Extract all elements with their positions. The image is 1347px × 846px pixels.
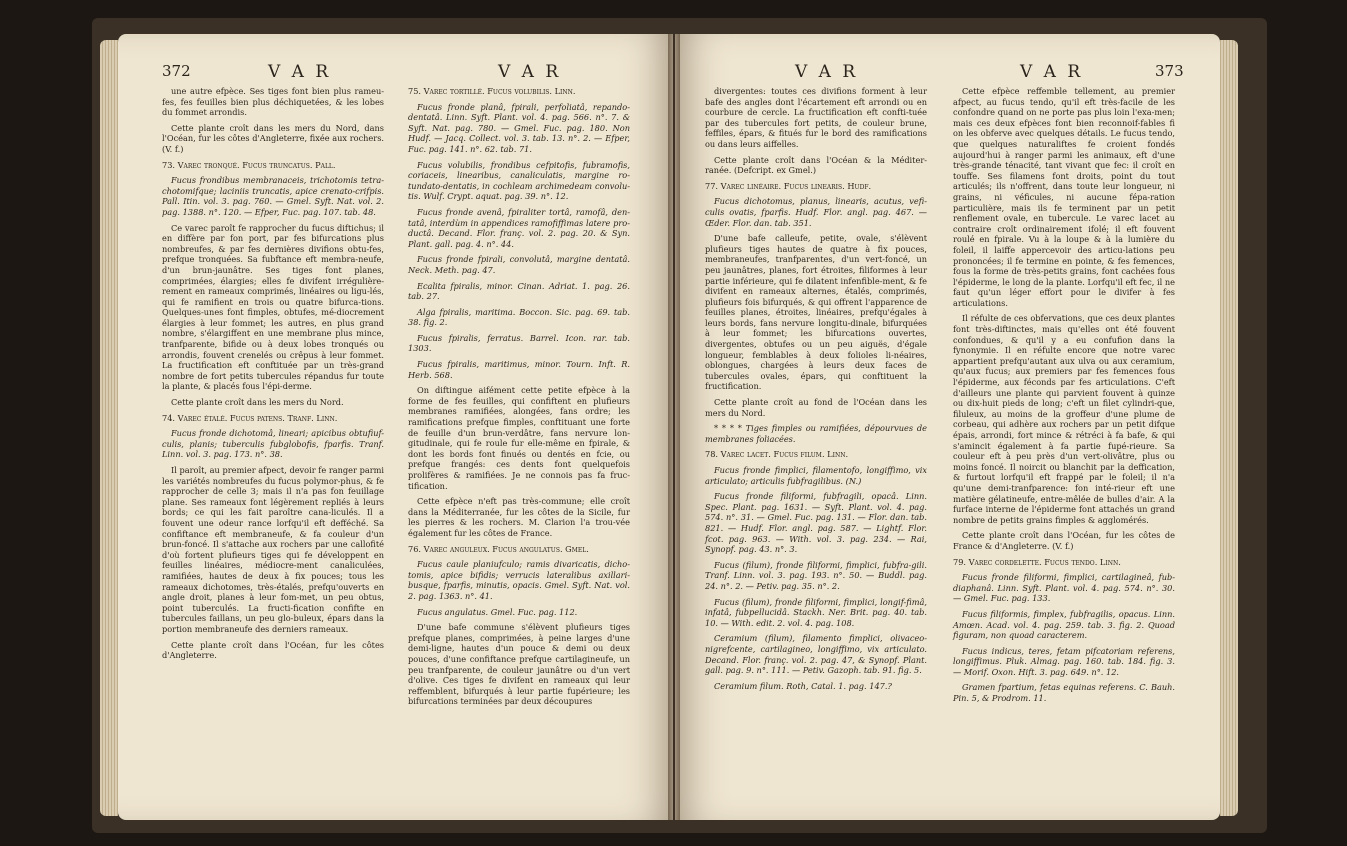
right-header-left: V A R: [795, 62, 859, 82]
body-paragraph: Cette plante croît dans l'Océan, fur les côtes de France & d'Angleterre. (V. f.): [953, 530, 1175, 551]
page-edges-left: [100, 40, 118, 816]
left-running-head: [118, 62, 673, 88]
synonym-paragraph: Fucus filiformis, fimplex, fubfragilis, opacus. Linn. Amœn. Acad. vol. 4. pag. 259. tab. 3. fig. 2. Quoad figuram, non quoad caracterem.: [953, 608, 1175, 641]
synonym-paragraph: Fucus (filum), fronde filiformi, fimplici, longif-fimâ, infatâ, fubpellucidâ. Stackh. Ner. Brit. pag. 40. tab. 10. — With. edit. 2. vol. 4. pag. 108.: [705, 596, 927, 628]
species-entry-heading: 73. Varec tronqué. Fucus truncatus. Pall.: [162, 159, 336, 170]
synonym-paragraph: Alga fpiralis, maritima. Boccon. Sic. pag. 69. tab. 38. fig. 2.: [408, 306, 630, 328]
right-page: [675, 34, 1220, 820]
synonym-paragraph: Fucus dichotomus, planus, linearis, acutus, vefi-culis ovatis, fparfis. Hudf. Flor. angl. pag. 467. — Œder. Flor. dan. tab. 351.: [705, 196, 927, 228]
body-paragraph: D'une bafe commune s'élèvent plufieurs tiges prefque planes, comprimées, à peine larges d'une demi-ligne, hautes d'un pouce & demi ou deux pouces, d'une confiftance prefque cartilagineufe, un peu tranfparente, de couleur jaunâtre ou d'un vert d'olive. Ces tiges fe divifent en rameaux qui leur reffemblent, bifurqués à leur partie fupérieure; les bifurcations terminées par deux découpures: [408, 622, 630, 707]
left-column-2: [408, 86, 630, 712]
synonym-paragraph: Fucus (filum), fronde filiformi, fimplici, fubfra-gili. Tranf. Linn. vol. 3. pag. 193. n°. 50. — Buddl. pag. 24. n°. 2. — Petiv. pag. 35. n°. 2.: [705, 559, 927, 591]
synonym-paragraph: Fucus indicus, teres, fetam pifcatoriam referens, longiffimus. Pluk. Almag. pag. 160. tab. 184. fig. 3. — Morif. Oxon. Hift. 3. pag. 649. n°. 12.: [953, 645, 1175, 677]
synonym-paragraph: Fucus fpiralis, ferratus. Barrel. Icon. rar. tab. 1303.: [408, 332, 630, 354]
species-entry-heading: 76. Varec anguleux. Fucus angulatus. Gmel.: [408, 543, 589, 554]
synonym-paragraph: Ceramium (filum), filamento fimplici, olivaceo-nigrefcente, cartilagineo, longiffimo, vix articulato. Decand. Flor. franç. vol. 2. pag. 47, & Synopf. Plant. gall. pag. 9. n°. 111. — Petiv. Gazoph. tab. 91. fig. 5.: [705, 633, 927, 676]
synonym-paragraph: Fucus fronde avenâ, fpiraliter tortâ, ramofâ, den-tatâ, interdùm in appendices ramofiffimas latere pro-ductâ. Decand. Flor. franç. vol. 2. pag. 20. & Syn. Plant. gall. pag. 4. n°. 44.: [408, 206, 630, 249]
body-paragraph: Il paroît, au premier afpect, devoir fe ranger parmi les variétés nombreufes du fucus polymor-phus, & fe rapprocher de celle 3; mais il n'a pas fon feuillage plane. Ses rameaux font légèrement repliés à leurs bords; ce qui les fait paroître cana-liculés. Il a fouvent une odeur rance lorfqu'il eft defféché. Sa confiftance eft membraneufe, & fa couleur d'un brun-foncé. Il s'attache aux rochers par une callofité d'où fortent plufieurs tiges qui fe développent en feuilles linéaires, médiocre-ment canaliculées, ramifiées, hautes de deux à fix pouces; tous les rameaux dichotomes, très-étalés, prefqu'ouverts en angle droit, planes à leur fom-met, un peu obtus, point tuberculés. La fructi-fication confifte en tubercules faillans, un peu glo-buleux, épars dans la portion membraneufe des derniers rameaux.: [162, 465, 384, 634]
body-paragraph: une autre efpèce. Ses tiges font bien plus rameu-fes, fes feuilles bien plus déchiquetées, & les lobes du fommet arrondis.: [162, 86, 384, 118]
body-paragraph: Ce varec paroît fe rapprocher du fucus diftichus; il en diffère par fon port, par fes bifurcations plus nombreufes, & par fes dernières divifions obtu-fes, prefque tronquées. Sa fubftance eft membra-neufe, d'un brun-jaunâtre. Ses tiges font planes, comprimées, élargies; elles fe divifent irrégulière-rement en rameaux comprimés, linéaires ou ligu-lés, qui fe ramifient en trois ou quatre bifurca-tions. Quelques-unes font fimples, obtufes, mé-diocrement élargies à leur fommet; les autres, en plus grand nombre, s'élargiffent en une membrane plus mince, tranfparente, bifide ou à deux lobes tronqués ou arrondis, fouvent crenelés ou crêpus à leur fommet. La fructification eft conftituée par un très-grand nombre de fort petits tubercules répandus fur toute la plante, & placés fous l'épi-derme.: [162, 222, 384, 392]
species-entry-heading: 79. Varec cordelette. Fucus tendo. Linn.: [953, 556, 1121, 567]
synonym-paragraph: Fucus angulatus. Gmel. Fuc. pag. 112.: [417, 606, 578, 617]
body-paragraph: Cette efpèce n'eft pas très-commune; elle croît dans la Méditerranée, fur les côtes de la Sicile, fur les pierres & les rochers. M. Clarion l'a trou-vée également fur les côtes de France.: [408, 496, 630, 538]
body-paragraph: Cette plante croît dans les mers du Nord.: [171, 397, 344, 408]
synonym-paragraph: Fucus volubilis, frondibus cefpitofis, fubramofis, coriaceis, linearibus, canaliculatis, margine ro-tundato-dentatis, in cochleam archimedeam convolu-tis. Wulf. Crypt. aquat. pag. 39. n°. 12.: [408, 159, 630, 202]
left-column-1: [162, 86, 384, 666]
left-page-number: 372: [162, 62, 191, 80]
right-page-number: 373: [1155, 62, 1184, 80]
synonym-paragraph: Fucus fronde fpirali, convolutâ, margine dentatâ. Neck. Meth. pag. 47.: [408, 254, 630, 275]
synonym-paragraph: Ceramium filum. Roth, Catal. 1. pag. 147.?: [714, 680, 892, 691]
synonym-paragraph: Fucus fronde dichotomâ, lineari; apicibus obtufiuf-culis, planis; tuberculis fubglobofis, fparfis. Tranf. Linn. vol. 3. pag. 173. n°. 38.: [162, 428, 384, 460]
synonym-paragraph: Fucus fronde filiformi, fimplici, cartilagineâ, fub-diaphanâ. Linn. Syft. Plant. vol. 4. pag. 574. n°. 30. — Gmel. Fuc. pag. 133.: [953, 572, 1175, 604]
body-paragraph: divergentes: toutes ces divifions forment à leur bafe des angles dont l'écartement eft arrondi ou en courbure de cercle. La fructification eft confti-tuée par des tubercules fort petits, de couleur brune, feffiles, épars, & fitués fur le bord des ramifications ou dans leurs aiffelles.: [705, 86, 927, 149]
body-paragraph: Cette plante croît dans l'Océan, fur les côtes d'Angleterre.: [162, 639, 384, 661]
species-entry-heading: 78. Varec lacet. Fucus filum. Linn.: [705, 449, 849, 460]
body-paragraph: On diftingue aifément cette petite efpèce à la forme de fes feuilles, qui confiftent en plufieurs membranes ramifiées, alongées, fans ordre; les ramifications prefque fimples, conftituant une forte de feuille d'un brun-verdâtre, fans nervure lon-gitudinale, qui fe roule fur elle-même en fpirale, & dont les bords font finués ou dentés en fcie, ou prefque frangés: ces dents font quelquefois prolifères & ramifiées. Je ne connois pas fa fruc-tification.: [408, 385, 630, 491]
synonym-paragraph: Fucus frondibus membranaceis, trichotomis tetra-chotomifque; laciniis truncatis, apice crenato-crifpis. Pall. Itin. vol. 3. pag. 760. — Gmel. Syft. Nat. vol. 2. pag. 1388. n°. 120. — Efper, Fuc. pag. 107. tab. 48.: [162, 175, 384, 217]
book-gutter: [668, 34, 680, 820]
page-edges-right: [1220, 40, 1238, 816]
species-entry-heading: 75. Varec tortillé. Fucus volubilis. Linn.: [408, 86, 576, 96]
body-paragraph: Cette plante croît au fond de l'Océan dans les mers du Nord.: [705, 397, 927, 418]
synonym-paragraph: Ecalita fpiralis, minor. Cinan. Adriat. 1. pag. 26. tab. 27.: [408, 280, 630, 302]
body-paragraph: Cette plante croît dans l'Océan & la Méditer-ranée. (Defcript. ex Gmel.): [705, 154, 927, 176]
right-column-2: [953, 86, 1175, 709]
right-running-head: [675, 62, 1220, 88]
body-paragraph: Cette efpèce reffemble tellement, au premier afpect, au fucus tendo, qu'il eft très-facile de les confondre quand on ne porte pas plus loin l'exa-men; mais ces deux efpèces font bien reconnoif-fables fi on les obferve avec quelques détails. Le fucus tendo, que quelques naturaliftes fe croient fondés aujourd'hui à ranger parmi les animaux, eft d'une très-grande ténacité, tant vivant que fec: il croît en touffe. Ses filamens font droits, point du tout articulés; ils n'offrent, dans toute leur longueur, ni grains, ni véficules, ni aucune fépa-ration particulière, mais ils fe terminent par un petit renflement ovale, en tubercule. Le varec lacet au contraire croît ordinairement ifolé; il eft fouvent roulé en fpirale. Vu à la loupe & à la lumière du foleil, il laiffe appercevoir des articu-lations peu prononcées; il fe termine en pointe, & fes femences, fous la forme de très-petits grains, font cachées fous l'épiderme, le long de la plante. Lorfqu'il eft fec, il ne faut qu'un léger effort pour le divifer à fes articulations.: [953, 86, 1175, 308]
synonym-paragraph: Fucus caule planiufculo; ramis divaricatis, dicho-tomis, apice bifidis; verrucis lateralibus axillari-busque, fparfis, minutis, opacis. Gmel. Syft. Nat. vol. 2. pag. 1363. n°. 41.: [408, 559, 630, 601]
synonym-paragraph: Fucus fronde fimplici, filamentofo, longiffimo, vix articulato; articulis fubfragilibus. (N.): [705, 465, 927, 486]
synonym-paragraph: * * * * Tiges fimples ou ramifiées, dépourvues de membranes foliacées.: [705, 423, 927, 444]
left-header-right: V A R: [498, 62, 562, 82]
synonym-paragraph: Fucus fronde filiformi, fubfragili, opacâ. Linn. Spec. Plant. pag. 1631. — Syft. Plant. vol. 4. pag. 574. n°. 31. — Gmel. Fuc. pag. 131. — Flor. dan. tab. 821. — Hudf. Flor. angl. pag. 587. — Lightf. Flor. fcot. pag. 963. — With. vol. 3. pag. 234. — Rai, Synopf. pag. 43. n°. 3.: [705, 491, 927, 555]
synonym-paragraph: Gramen fpartium, fetas equinas referens. C. Bauh. Pin. 5, & Prodrom. 11.: [953, 682, 1175, 704]
species-entry-heading: 77. Varec linéaire. Fucus linearis. Hudf.: [705, 180, 872, 191]
body-paragraph: D'une bafe calleufe, petite, ovale, s'élèvent plufieurs tiges hautes de quatre à fix pouces, membraneufes, tranfparentes, d'un vert-foncé, un peu jaunâtres, planes, fort étroites, filiformes à leur partie inférieure, qui fe dilatent infenfible-ment, & fe divifent en rameaux alternes, étalés, comprimés, plufieurs fois bifurqués, & qui offrent l'apparence de feuilles planes, étroites, linéaires, prefqu'égales à leurs bords, fans nervure longitu-dinale, bifurquées à leur fommet; les bifurcations ouvertes, divergentes, obtufes ou un peu aiguës, d'égale longueur, femblables à deux folioles li-néaires, oblongues, chargées à leurs deux faces de tubercules ovales, épars, qui conftituent la fructification.: [705, 233, 927, 392]
body-paragraph: Il réfulte de ces obfervations, que ces deux plantes font très-diftinctes, mais qu'elles ont été fouvent confondues, & qu'il y a eu confufion dans la fynonymie. Il en réfulte encore que notre varec appartient prefqu'autant aux ulva ou aux ceramium, qu'aux fucus; aux premiers par fes femences fous l'épiderme, aux féconds par fes articulations. C'eft d'ailleurs une plante qui parvient fouvent à quinze ou dix-huit pieds de long; c'eft un filet cylindri-que, filuleux, au moins de la groffeur d'une plume de corbeau, qui adhère aux rochers par un petit difque épais, arrondi, fort mince & rétréci à fa bafe, & qui s'amincit également à fa partie fupé-rieure. Sa couleur eft à peu près d'un vert-olivâtre, plus ou moins foncé. Il noircit ou blanchit par la deffication, & furtout lorfqu'il eft frappé par le foleil; il n'a qu'une demi-tranfparence: fon inté-rieur eft une matière gélatineufe, entre-mêlée de bulles d'air. A la furface interne de l'épiderme font attachés un grand nombre de petits grains fimples & agglomérés.: [953, 313, 1175, 525]
right-header-right: V A R: [1020, 62, 1084, 82]
right-column-1: [705, 86, 927, 696]
synonym-paragraph: Fucus fronde planâ, fpirali, perfoliatâ, repando-dentatâ. Linn. Syft. Plant. vol. 4. pag. 566. n°. 7. & Syft. Nat. pag. 780. — Gmel. Fuc. pag. 180. Non Hudf. — Jacq. Collect. vol. 3. tab. 13. n°. 2. — Efper, Fuc. pag. 141. n°. 62. tab. 71.: [408, 101, 630, 154]
body-paragraph: Cette plante croît dans les mers du Nord, dans l'Océan, fur les côtes d'Angleterre, fixée aux rochers. (V. f.): [162, 122, 384, 154]
left-header-left: V A R: [268, 62, 332, 82]
synonym-paragraph: Fucus fpiralis, maritimus, minor. Tourn. Inft. R. Herb. 568.: [408, 359, 630, 380]
species-entry-heading: 74. Varec étalé. Fucus patens. Tranf. Linn.: [162, 412, 338, 423]
left-page: [118, 34, 673, 820]
